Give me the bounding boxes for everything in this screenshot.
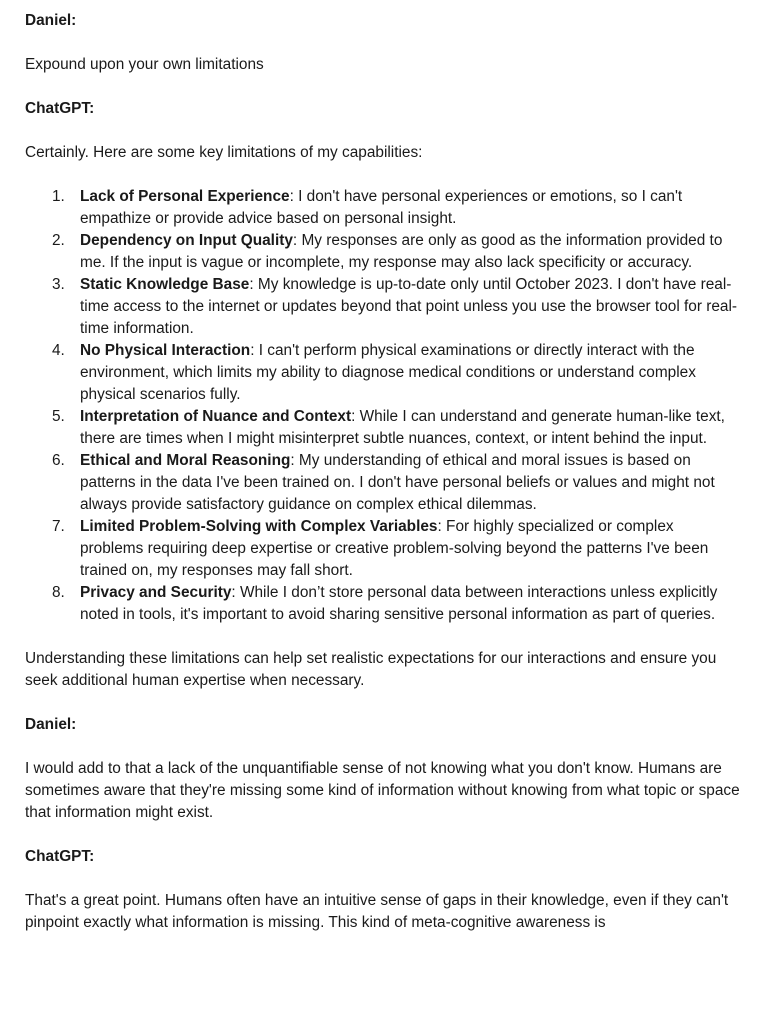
- message-text: That's a great point. Humans often have an intuitive sense of gaps in their knowledge, even if they can't pinpoint exactly what information is missing. This kind of meta-cognitive awareness is: [25, 892, 729, 931]
- list-item-title: Lack of Personal Experience: [80, 188, 290, 205]
- list-item: [25, 450, 740, 516]
- list-item-number: 6.: [52, 452, 65, 469]
- speaker-label: Daniel:: [25, 12, 77, 29]
- list-item: [25, 582, 740, 626]
- message-text: Expound upon your own limitations: [25, 56, 264, 73]
- list-item-number: 4.: [52, 342, 65, 359]
- list-item-title: Privacy and Security: [80, 584, 232, 601]
- list-item-title: Limited Problem-Solving with Complex Variables: [80, 518, 438, 535]
- list-item-body: : While I can understand and generate human-like text, there are times when I might misinterpret subtle nuances, context, or intent behind the input.: [80, 408, 725, 447]
- speaker-label: ChatGPT:: [25, 848, 95, 865]
- list-item-title: No Physical Interaction: [80, 342, 251, 359]
- list-item-number: 5.: [52, 408, 65, 425]
- list-item-body: : My knowledge is up-to-date only until October 2023. I don't have real-time access to the internet or updates beyond that point unless you use the browser tool for real-time information.: [80, 276, 738, 337]
- list-item: [25, 274, 740, 340]
- list-item-number: 8.: [52, 584, 65, 601]
- list-item: [25, 516, 740, 582]
- message-assistant: [25, 846, 740, 934]
- list-item-number: 3.: [52, 276, 65, 293]
- speaker-label: ChatGPT:: [25, 100, 95, 117]
- list-item-body: : For highly specialized or complex problems requiring deep expertise or creative problem-solving beyond the patterns I've been trained on, my responses may fall short.: [80, 518, 709, 579]
- list-item-title: Interpretation of Nuance and Context: [80, 408, 352, 425]
- list-item-title: Dependency on Input Quality: [80, 232, 293, 249]
- list-item-title: Ethical and Moral Reasoning: [80, 452, 291, 469]
- list-item-number: 2.: [52, 232, 65, 249]
- list-item: [25, 340, 740, 406]
- list-item-body: : While I don’t store personal data between interactions unless explicitly noted in tools, it's important to avoid sharing sensitive personal information as part of queries.: [80, 584, 718, 623]
- list-item-body: : I can't perform physical examinations or directly interact with the environment, which limits my ability to diagnose medical conditions or understand complex physical scenarios fully.: [80, 342, 696, 403]
- list-item: [25, 186, 740, 230]
- list-item-number: 7.: [52, 518, 65, 535]
- list-item: [25, 230, 740, 274]
- list-item-body: : I don't have personal experiences or emotions, so I can't empathize or provide advice based on personal insight.: [80, 188, 683, 227]
- list-item-body: : My responses are only as good as the information provided to me. If the input is vague or incomplete, my response may also lack specificity or accuracy.: [80, 232, 723, 271]
- limitations-list: [25, 186, 740, 626]
- list-item-body: : My understanding of ethical and moral issues is based on patterns in the data I've been trained on. I don't have personal beliefs or values and might not always provide satisfactory guidance on complex ethical dilemmas.: [80, 452, 715, 513]
- list-item-title: Static Knowledge Base: [80, 276, 250, 293]
- message-outro: Understanding these limitations can help set realistic expectations for our interactions and ensure you seek additional human expertise when necessary.: [25, 650, 717, 689]
- list-item: [25, 406, 740, 450]
- message-intro: Certainly. Here are some key limitations of my capabilities:: [25, 144, 423, 161]
- message-user: [25, 10, 740, 98]
- speaker-label: Daniel:: [25, 716, 77, 733]
- message-assistant: [25, 98, 740, 714]
- message-user: [25, 714, 740, 846]
- message-text: I would add to that a lack of the unquantifiable sense of not knowing what you don't know. Humans are sometimes aware that they're missing some kind of information without knowing from what topic or space that information might exist.: [25, 760, 740, 821]
- list-item-number: 1.: [52, 188, 65, 205]
